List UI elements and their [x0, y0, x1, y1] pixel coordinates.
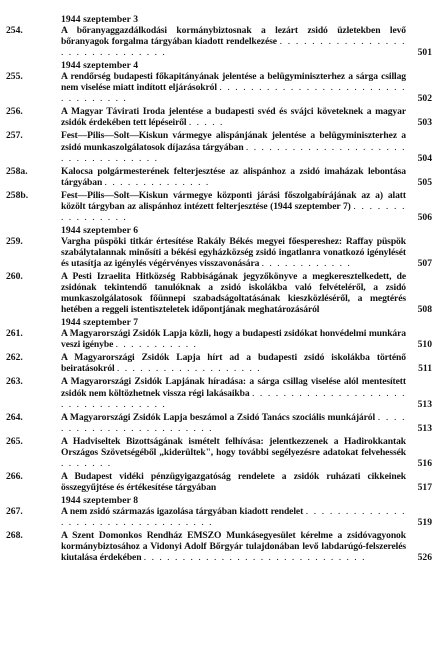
- toc-entry: [6, 436, 432, 469]
- entry-body: [61, 71, 432, 104]
- page-number: 508: [417, 304, 432, 316]
- toc-entry: [6, 271, 432, 315]
- page-number: 505: [417, 176, 432, 188]
- entry-title: A Magyarországi Zsidók Lapja közli, hogy a budapesti zsidókat honvédelmi munkára veszi igénybe: [61, 328, 406, 351]
- entry-title: Fest—Pilis—Solt—Kiskun vármegye alispánjának jelentése a belügyminiszterhez a zsidó munkaszolgálatosok díjazása tárgyában: [61, 130, 406, 153]
- entry-title: A Magyar Távirati Iroda jelentése a budapesti svéd és svájci követeknek a magyar zsidók érdekében tett lépéseiről: [61, 106, 406, 129]
- dot-leader: . . . . . . . . . . . . . . . . . . . . . . . . . . . . .: [143, 552, 366, 564]
- dot-leader: . . . . . . . . . . . . . . . .: [61, 200, 406, 223]
- page-number: 503: [417, 117, 432, 129]
- entry-body: [61, 106, 432, 128]
- entry-title: A rendőrség budapesti főkapitányának jelentése a belügyminiszterhez a sárga csillag nem viselése miatt indított eljárásokról: [61, 71, 406, 94]
- dot-leader: . . . . . . . . . . . . . . . . . . . . . . . . . . . . . . . . . .: [61, 141, 406, 164]
- entry-number: 261.: [6, 328, 23, 340]
- entry-body: [61, 352, 432, 374]
- entry-body: [61, 25, 432, 58]
- dot-leader: . . . . .: [188, 117, 224, 129]
- date-heading: 1944 szeptember 8: [61, 494, 139, 506]
- dot-leader: . . . . . . . . . . . . . .: [104, 176, 210, 188]
- toc-entry: [6, 130, 432, 163]
- page-number: 511: [418, 363, 432, 375]
- entry-title: Fest—Pilis—Solt—Kiskun vármegye központi járási főszolgabírájának az a) alatt közölt tárgyban az alispánhoz intézett felterjesztése (1944 szeptember 7): [61, 189, 406, 212]
- entry-number: 258b.: [6, 189, 29, 201]
- entry-title: A bőranyaggazdálkodási kormánybiztosnak a lezárt zsidó üzletekben levő bőranyagok forgalma tárgyában kiadott rendelkezése: [61, 25, 406, 48]
- page-number: 517: [417, 481, 432, 493]
- page-number: 507: [417, 257, 432, 269]
- entry-number: 258a.: [6, 165, 28, 177]
- entry-body: [61, 471, 432, 493]
- entry-title: A Magyarországi Zsidók Lapja beszámol a Zsidó Tanács szociális munkájáról: [61, 411, 376, 423]
- toc-entry: [6, 506, 432, 528]
- entry-body: [61, 271, 432, 315]
- toc-entry: [6, 166, 432, 188]
- entry-body: [61, 412, 432, 434]
- entry-number: 263.: [6, 376, 23, 388]
- page-number: 501: [417, 47, 432, 59]
- entry-body: [61, 236, 432, 269]
- dot-leader: . . . . . . .: [61, 457, 112, 469]
- entry-number: 257.: [6, 130, 23, 142]
- entry-title: A Budapest vidéki pénzügyigazgatóság rendelete a zsidók ruházati cikkeinek összegyűjtése és értékesítése tárgyában: [61, 470, 406, 493]
- entry-body: [61, 530, 432, 563]
- entry-title: A Magyarországi Zsidók Lapjának híradása: a sárga csillag viselése alól mentesített zsidók nem költözhetnek vissza régi lakásaikba: [61, 376, 406, 399]
- page-number: 526: [417, 552, 432, 564]
- toc-entry: [6, 236, 432, 269]
- entry-body: [61, 436, 432, 469]
- page-number: 513: [417, 422, 432, 434]
- page-number: 516: [417, 457, 432, 469]
- toc-entry: [6, 471, 432, 493]
- toc-entry: [6, 376, 432, 409]
- dot-leader: . . . . . . . . . . . . . . . . . . . . . . . .: [61, 411, 406, 434]
- toc-entry: [6, 190, 432, 223]
- toc-entry: [6, 530, 432, 563]
- entry-body: [61, 130, 432, 163]
- toc-entry: [6, 25, 432, 58]
- entry-number: 262.: [6, 352, 23, 364]
- entry-number: 268.: [6, 530, 23, 542]
- toc-entry: [6, 328, 432, 350]
- entry-title: A nem zsidó származás igazolása tárgyában kiadott rendelet: [61, 505, 304, 517]
- entry-number: 264.: [6, 411, 23, 423]
- entry-body: [61, 166, 432, 188]
- page-number: 504: [417, 152, 432, 164]
- toc-entry: [6, 352, 432, 374]
- dot-leader: . . . . . . . . . . . . . . . . . . . . . . . . . . . . . . . . .: [61, 82, 406, 105]
- toc-entry: [6, 71, 432, 104]
- page-number: 510: [417, 339, 432, 351]
- entry-number: 256.: [6, 106, 23, 118]
- entry-body: [61, 190, 432, 223]
- page-number: 502: [417, 93, 432, 105]
- entry-title: A Pesti Izraelita Hitközség Rabbiságának jegyzőkönyve a megkeresztelkedett, de zsidónak tekintendő tanulóknak a zsidó iskolákba való felvételéről, a zsidó munkaszolgálatosok főünnepi szabadságoltatásának kieszközléséről, a megtérés hetében a reggeli istentiszteletek időpontjának meghatározásáról: [61, 271, 406, 316]
- page-number: 513: [417, 398, 432, 410]
- page-number: 519: [417, 517, 432, 529]
- dot-leader: . . . . . . . . . . .: [115, 339, 198, 351]
- entry-title: A Hadviseltek Bizottságának ismételt felhívása: jelentkezzenek a Hadirokkantak Országos Szövetségéből „kiderültek", hogy további segélyezésre adatokat felvehessék: [61, 435, 406, 458]
- dot-leader: . . . . . . . . . . . . . . . . . . . . . . . . . . . . . . . . .: [61, 505, 407, 529]
- entry-title: A Magyarországi Zsidók Lapja hírt ad a budapesti zsidó iskolákba történő beiratásokról: [61, 352, 406, 375]
- entry-title: A Szent Domonkos Rendház EMSZO Munkásegyesület kérelme a zsidóvagyonok kormánybiztosához a Vidonyi Adolf Bőrgyár tulajdonában levő labdarúgó-felszerelés kiutalása érdekében: [61, 530, 406, 564]
- dot-leader: . . . . . . . . . . . .: [261, 257, 352, 269]
- entry-title: Kalocsa polgármesterének felterjesztése az alispánhoz a zsidó imaházak lebontása tárgyában: [61, 165, 406, 188]
- entry-number: 266.: [6, 470, 23, 482]
- date-heading: 1944 szeptember 4: [61, 60, 139, 72]
- entry-number: 260.: [6, 271, 23, 283]
- entry-number: 267.: [6, 505, 23, 517]
- entry-body: [61, 376, 432, 409]
- entry-title: Vargha püspöki titkár értesítése Rakály Békés megyei főespereshez: Raffay püspök szabálytalannak minősíti a békési egyházközség zsidó ingatlanra vonatkozó igénylését és utasítja az igénylés végérvényes visszavonására: [61, 235, 406, 269]
- entry-body: [61, 328, 432, 350]
- page-number: 506: [417, 211, 432, 223]
- entry-number: 265.: [6, 435, 23, 447]
- toc-entry: [6, 412, 432, 434]
- dot-leader: . . . . . . . . . . . . . . . . . . .: [116, 363, 262, 375]
- toc-entry: [6, 106, 432, 128]
- table-of-contents: [6, 13, 432, 565]
- entry-number: 254.: [6, 25, 23, 37]
- date-heading: 1944 szeptember 7: [61, 317, 139, 329]
- entry-number: 255.: [6, 71, 23, 83]
- date-heading: 1944 szeptember 6: [61, 224, 139, 236]
- dot-leader: . . . . . . . . . . . . . . . . . . . . . . . . . . . . . . . . . .: [61, 387, 406, 410]
- dot-leader: . . . . . . . . . . . . . . . . . . . . . . . . . . . . . .: [61, 36, 406, 59]
- entry-number: 259.: [6, 235, 23, 247]
- date-heading: 1944 szeptember 3: [61, 14, 139, 25]
- entry-body: [61, 506, 432, 528]
